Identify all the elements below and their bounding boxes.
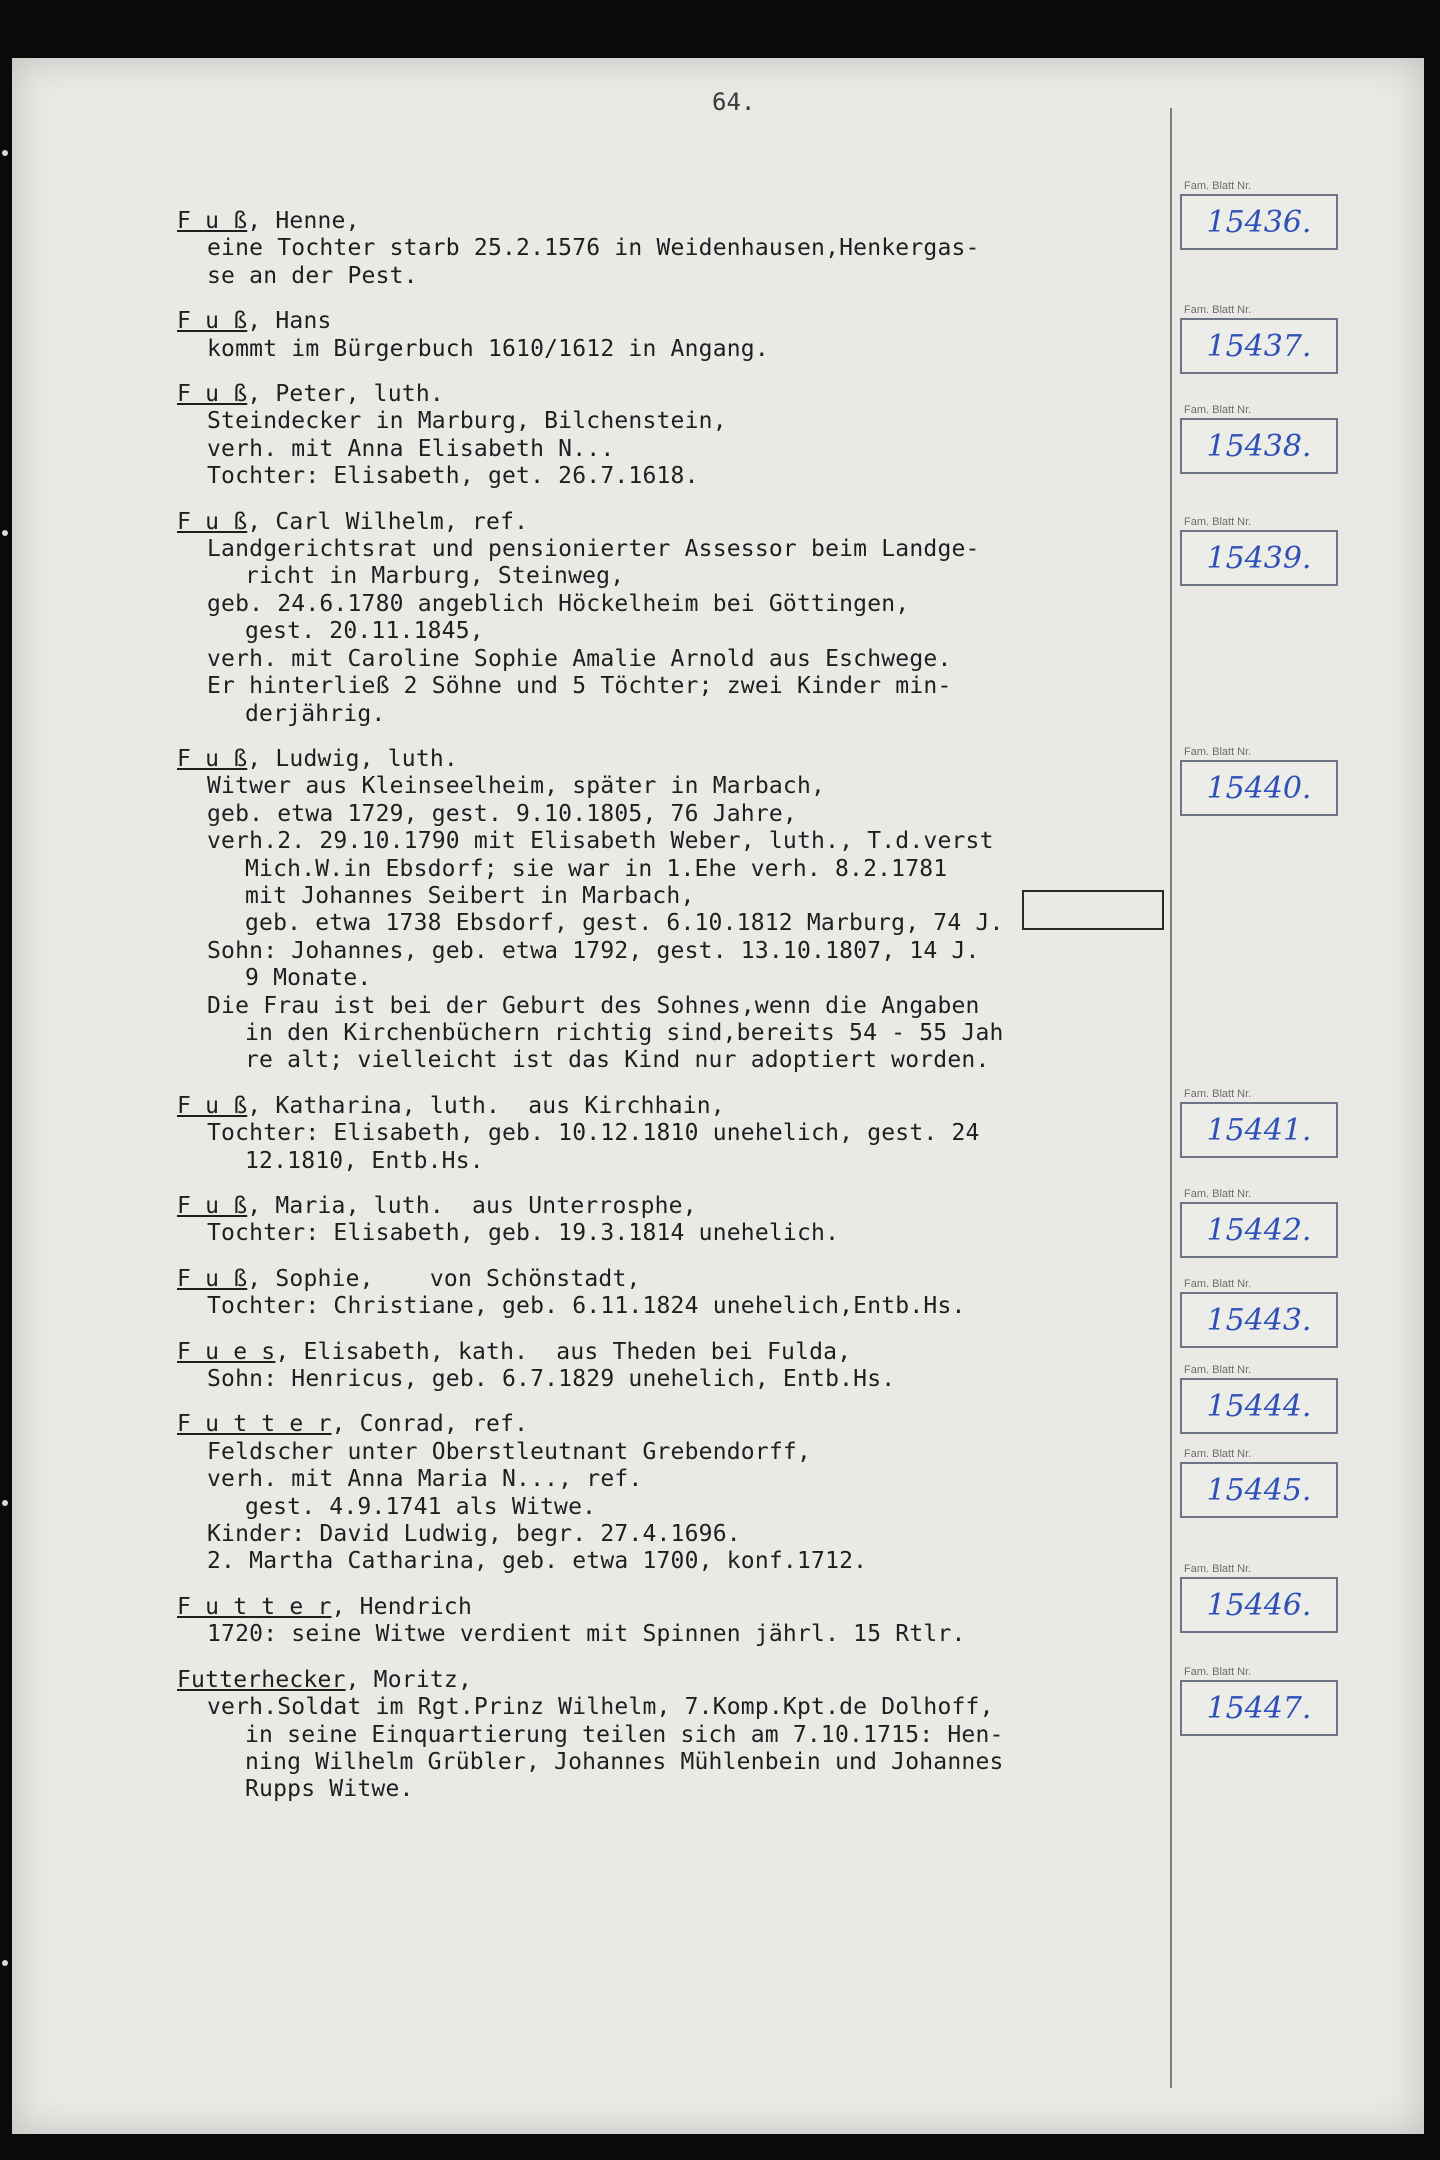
entry-surname: F u ß [177,381,248,408]
stamp-label: Fam. Blatt Nr. [1184,1364,1252,1376]
stamp-label: Fam. Blatt Nr. [1184,304,1252,316]
stamp-label: Fam. Blatt Nr. [1184,1666,1252,1678]
entry [177,208,1207,290]
entry-line [177,828,1207,855]
entry-line [177,938,1207,965]
entry-text: geb. etwa 1729, gest. 9.10.1805, 76 Jahre, [207,800,797,827]
entry-line [177,1120,1207,1147]
entry-text: Feldscher unter Oberstleutnant Grebendorff, [207,1438,812,1465]
stamp-number: 15444. [1180,1378,1338,1434]
entry-text: Tochter: Elisabeth, get. 26.7.1618. [207,463,699,490]
entry-text: Kinder: David Ludwig, begr. 27.4.1696. [207,1521,741,1548]
entry-surname: F u ß [177,208,248,234]
entry-text: Rupps Witwe. [245,1776,414,1803]
entry [177,509,1207,728]
entry-line [177,536,1207,563]
entry-surname: F u ß [177,1092,248,1119]
entry [177,1667,1207,1804]
entry-text: eine Tochter starb 25.2.1576 in Weidenhausen,Henkergas- [207,235,980,262]
entry-surname: Futterhecker [177,1666,346,1693]
family-sheet-stamp [1180,516,1338,586]
entry-line [177,1366,1207,1393]
entry-surname: F u ß [177,745,248,772]
entry-text: , Maria, luth. aus Unterrosphe, [247,1193,697,1219]
family-sheet-stamp [1180,746,1338,816]
entry-line [177,235,1207,262]
entry-surname: F u ß [177,308,248,335]
entry-text: Tochter: Elisabeth, geb. 10.12.1810 unehelich, gest. 24 [207,1120,980,1147]
entry-line [177,1339,1207,1366]
entry-line [177,1749,1207,1776]
entry-text: , Henne, [247,208,360,234]
entry-line [177,463,1207,490]
entry-text: Tochter: Elisabeth, geb. 19.3.1814 unehelich. [207,1220,840,1247]
entry-text: Witwer aus Kleinseelheim, später in Marbach, [207,773,826,800]
entry-text: verh.Soldat im Rgt.Prinz Wilhelm, 7.Komp.Kpt.de Dolhoff, [207,1694,994,1721]
family-sheet-stamp [1180,180,1338,250]
entry-text: , Elisabeth, kath. aus Theden bei Fulda, [275,1338,852,1365]
entry-text: 9 Monate. [245,965,372,992]
family-sheet-stamp [1180,1188,1338,1258]
stamp-number: 15442. [1180,1202,1338,1258]
family-sheet-stamp [1180,1088,1338,1158]
entry-surname: F u ß [177,1265,248,1292]
entry-line [177,1047,1207,1074]
stamp-label: Fam. Blatt Nr. [1184,1448,1252,1460]
family-sheet-stamp [1180,1278,1338,1348]
stamp-label: Fam. Blatt Nr. [1184,1563,1252,1575]
entry-text: verh. mit Anna Maria N..., ref. [207,1466,643,1493]
entry-line [177,263,1207,290]
entry-line [177,618,1207,645]
entry [177,1193,1207,1248]
entry-surname: F u e s [177,1338,276,1365]
entry-text: verh. mit Anna Elisabeth N... [207,435,615,462]
entry-text: se an der Pest. [207,262,418,289]
entry-surname: F u ß [177,508,248,535]
entry-text: verh. mit Caroline Sophie Amalie Arnold aus Eschwege. [207,645,952,672]
family-sheet-stamp [1180,404,1338,474]
punch-hole [2,1960,8,1966]
entry-line [177,1093,1207,1120]
entry [177,381,1207,491]
entry-text: derjährig. [245,700,386,727]
stamp-number: 15447. [1180,1680,1338,1736]
entry-line [177,746,1207,773]
stamp-number: 15437. [1180,318,1338,374]
entry-text: gest. 4.9.1741 als Witwe. [245,1493,597,1520]
punch-hole [2,1500,8,1506]
entry-line [177,591,1207,618]
entry-line [177,1148,1207,1175]
entry-text: Steindecker in Marburg, Bilchenstein, [207,408,727,435]
entry-line [177,1694,1207,1721]
entry-line [177,1776,1207,1803]
entry-text: 1720: seine Witwe verdient mit Spinnen jährl. 15 Rtlr. [207,1621,966,1648]
entry-line [177,1466,1207,1493]
entry-line [177,1494,1207,1521]
entry-line [177,436,1207,463]
stamp-number: 15436. [1180,194,1338,250]
entry-text: ning Wilhelm Grübler, Johannes Mühlenbein und Johannes [245,1748,1004,1775]
family-sheet-stamp [1180,1563,1338,1633]
entry-text: re alt; vielleicht ist das Kind nur adoptiert worden. [245,1047,990,1074]
entry-line [177,1548,1207,1575]
punch-hole [2,150,8,156]
entry-line [177,993,1207,1020]
entry-line [177,801,1207,828]
entry-text: geb. 24.6.1780 angeblich Höckelheim bei Göttingen, [207,590,910,617]
entry-line [177,1266,1207,1293]
entry-text: verh.2. 29.10.1790 mit Elisabeth Weber, luth., T.d.verst [207,828,994,855]
entry-text: Sohn: Johannes, geb. etwa 1792, gest. 13.10.1807, 14 J. [207,937,980,964]
entry-text: Sohn: Henricus, geb. 6.7.1829 unehelich, Entb.Hs. [207,1366,896,1393]
stamp-number: 15441. [1180,1102,1338,1158]
document-page [12,58,1424,2134]
entry-text: in den Kirchenbüchern richtig sind,bereits 54 - 55 Jah [245,1019,1004,1046]
entry-line [177,1293,1207,1320]
stamp-label: Fam. Blatt Nr. [1184,1188,1252,1200]
entry [177,1411,1207,1575]
entry-line [177,381,1207,408]
entry-text: , Peter, luth. [247,381,444,408]
entry-line [177,701,1207,728]
stamp-number: 15446. [1180,1577,1338,1633]
stamp-number: 15439. [1180,530,1338,586]
entry-line [177,1411,1207,1438]
entry-surname: F u t t e r [177,1411,332,1438]
entry-text: richt in Marburg, Steinweg, [245,563,625,590]
entry-line [177,308,1207,335]
family-sheet-stamp [1180,1448,1338,1518]
stamp-label: Fam. Blatt Nr. [1184,746,1252,758]
entry-text: , Carl Wilhelm, ref. [247,508,529,535]
empty-box [1022,890,1164,930]
entry-text: 2. Martha Catharina, geb. etwa 1700, konf.1712. [207,1548,868,1575]
entry-line [177,1521,1207,1548]
entry-line [177,1220,1207,1247]
entry-text: Die Frau ist bei der Geburt des Sohnes,wenn die Angaben [207,992,980,1019]
entry-text: , Katharina, luth. aus Kirchhain, [247,1092,725,1119]
entry-text: , Sophie, von Schönstadt, [247,1265,641,1292]
page-number: 64. [712,88,756,116]
entry-line [177,1439,1207,1466]
entry-line [177,1594,1207,1621]
entry-text: Mich.W.in Ebsdorf; sie war in 1.Ehe verh. 8.2.1781 [245,855,948,882]
entry-text: Tochter: Christiane, geb. 6.11.1824 unehelich,Entb.Hs. [207,1293,966,1320]
stamp-label: Fam. Blatt Nr. [1184,404,1252,416]
entry-line [177,1621,1207,1648]
entry-text: , Moritz, [345,1666,473,1693]
entry [177,308,1207,363]
stamp-number: 15445. [1180,1462,1338,1518]
entry-line [177,408,1207,435]
entry-text: kommt im Bürgerbuch 1610/1612 in Angang. [207,335,769,362]
entry-line [177,856,1207,883]
family-sheet-stamp [1180,1666,1338,1736]
entry-line [177,336,1207,363]
entry-text: , Ludwig, luth. [247,745,458,772]
entry-surname: F u t t e r [177,1593,332,1620]
entry-surname: F u ß [177,1193,248,1219]
entry-text: , Hendrich [331,1593,473,1620]
entry [177,1339,1207,1394]
entry-text: Er hinterließ 2 Söhne und 5 Töchter; zwei Kinder min- [207,673,952,700]
stamp-number: 15440. [1180,760,1338,816]
entry-line [177,208,1207,235]
entry [177,1594,1207,1649]
entry-line [177,773,1207,800]
stamp-number: 15443. [1180,1292,1338,1348]
entry-line [177,563,1207,590]
entry-text: gest. 20.11.1845, [245,618,484,645]
entry-line [177,646,1207,673]
entry-line [177,673,1207,700]
stamp-label: Fam. Blatt Nr. [1184,180,1252,192]
family-sheet-stamp [1180,1364,1338,1434]
entry-text: geb. etwa 1738 Ebsdorf, gest. 6.10.1812 Marburg, 74 J. [245,910,1004,937]
entry-line [177,1667,1207,1694]
entry-text: , Conrad, ref. [331,1411,529,1438]
family-sheet-stamp [1180,304,1338,374]
entry [177,1093,1207,1175]
entry-text: 12.1810, Entb.Hs. [245,1147,484,1174]
stamp-label: Fam. Blatt Nr. [1184,1088,1252,1100]
entry-line [177,509,1207,536]
punch-hole [2,530,8,536]
entry-text: mit Johannes Seibert in Marbach, [245,882,695,909]
entry-text: , Hans [247,308,332,335]
stamp-number: 15438. [1180,418,1338,474]
entry-line [177,1193,1207,1220]
entry-list [177,208,1207,1822]
entry-text: Landgerichtsrat und pensionierter Assessor beim Landge- [207,536,980,563]
entry-line [177,965,1207,992]
stamp-label: Fam. Blatt Nr. [1184,516,1252,528]
entry-line [177,1722,1207,1749]
entry-text: in seine Einquartierung teilen sich am 7.10.1715: Hen- [245,1721,1004,1748]
entry [177,1266,1207,1321]
stamp-label: Fam. Blatt Nr. [1184,1278,1252,1290]
entry-line [177,1020,1207,1047]
